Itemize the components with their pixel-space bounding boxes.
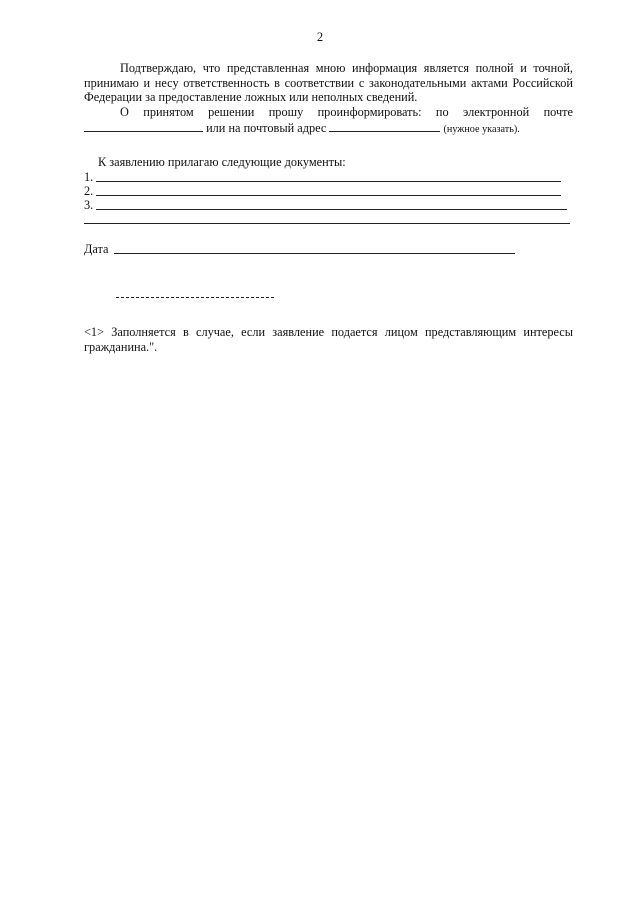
page-number: 2 — [316, 30, 324, 44]
postal-address-blank[interactable] — [329, 120, 440, 132]
date-label: Дата — [84, 242, 109, 256]
date-line[interactable] — [114, 253, 515, 254]
footnote: <1> Заполняется в случае, если заявление подается лицом представляющим интересы гражданина.". — [84, 325, 573, 354]
attachments-heading: К заявлению прилагаю следующие документы: — [98, 155, 346, 169]
date-row — [84, 242, 109, 257]
notify-paragraph: О принятом решении прошу проинформировать: по электронной почте — [120, 105, 573, 119]
footnote-separator — [116, 297, 274, 298]
attachment-number: 3. — [84, 198, 94, 212]
confirmation-paragraph: Подтверждаю, что представленная мною информация является полной и точной, принимаю и несу ответственность в соответствии с законодательными актами Российской Федерации за предоставление ложных или неполных сведений. — [84, 61, 573, 105]
attachment-number: 1. — [84, 170, 94, 184]
or-post-label: или на почтовый адрес — [206, 121, 327, 135]
attachment-line-2[interactable] — [96, 195, 561, 196]
attachment-item-1 — [84, 170, 93, 185]
attachment-line-extra[interactable] — [84, 223, 570, 224]
email-blank[interactable] — [84, 120, 203, 132]
attachment-line-3[interactable] — [96, 209, 567, 210]
attachment-line-1[interactable] — [96, 181, 561, 182]
notify-fields-line — [84, 120, 520, 138]
attachment-number: 2. — [84, 184, 94, 198]
attachment-item-3 — [84, 198, 93, 213]
choose-note: (нужное указать). — [443, 124, 520, 135]
attachment-item-2 — [84, 184, 93, 199]
